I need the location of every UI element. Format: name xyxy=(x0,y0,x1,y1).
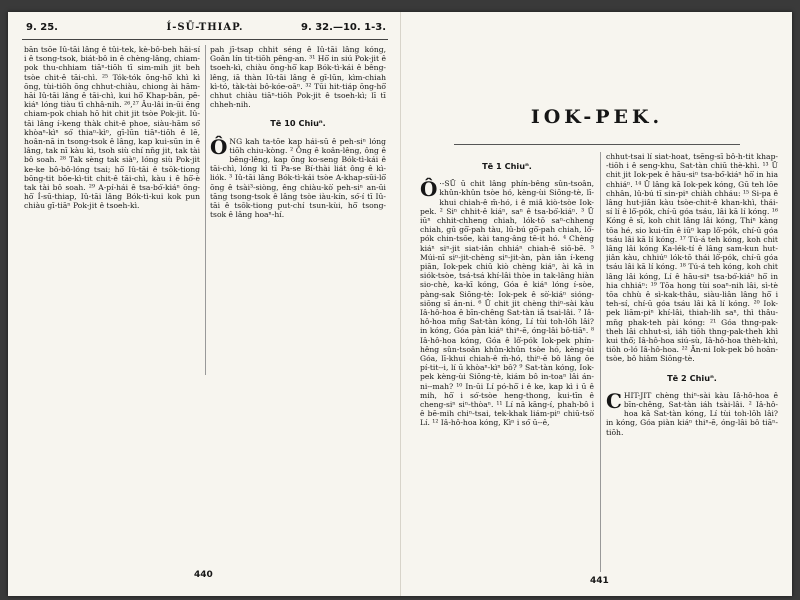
chapter-heading: Tē 2 Chiuⁿ. xyxy=(667,372,717,383)
header-right: 9. 32.—10. 1-3. xyxy=(300,22,386,33)
column-divider xyxy=(600,152,601,572)
page-number: 440 xyxy=(194,570,213,580)
drop-cap: C xyxy=(606,388,622,413)
body-text: C HIT-JIT chèng thiⁿ-sài kàu Iâ-hô-hoa ê bīn-chêng, Sat-tàn iáh tsài-lâi. ² Iâ-hô-hoa kā Sat-tàn kóng, Lí tùi toh-lōh lâi? in kóng, Góa piàn kiáⁿ thiⁿ-ē, óng-lâi bô tiāⁿ-tiōh. xyxy=(606,388,778,437)
body-text: Ô ·-SŪ ū chit lâng phín-bêng sûn-tsoân, khûn-khûn tsòe hó, kèng-ùi Siōng-tè, lī-khui chiah-ê m̄-hó, i ê miâ kiò-tsòe Iok-pek. ² Siⁿ chhit-ê kiáⁿ, saⁿ ê tsa-bó͘-kiáⁿ. ³ Ū iūⁿ chhit-chheng chiah, lók-tō saⁿ-chheng chiah, gū gō͘-pah tàu, lû-bú gō͘-pah chiah, lō͘-pók chin-tsōe, kài tang-âng tē-it hó. ⁴ Chèng kiáⁿ siⁿ-jit siat-iân chhiáⁿ chiah-ê siō-bē. ⁵ Múi-nī siⁿ-jit-chèng siⁿ-jit-àn, pàn iân í-keng piān, Iok-pek chiū kiò chèng kiáⁿ, ài kā in siók-tsòe, tsá-tsá khí-lâi thòe in tak-lâng hiàn sio-chè, ka-kī kóng, Góa ê kiáⁿ lóng í-sòe, pàng-sak Siōng-tè: Iok-pek ê sò͘-kiáⁿ sióng-siōng sī án-ni. ⁶ Ū chit jit chèng thiⁿ-sài kàu Iâ-hô-hoa ê bīn-chêng Sat-tàn iā tsai-lâi. ⁷ Iâ-hô-hoa mn̄g Sat-tàn kóng, Lí tùi toh-lōh lâi? in kóng, Góa pàn kiáⁿ thiⁿ-ē, óng-lâi bô-tiāⁿ. ⁸ Iâ-hô-hoa kóng, Góa ê lô͘-pók Iok-pek phín-hêng sûn-tsoân khûn-khûn tsòe hó, kèng-ùi Góa, lī-khui chiah-ê m̄-hó, thiⁿ-ē bô lâng ōe pí-tit--i, lí ū khòaⁿ-kìⁿ bô? ⁹ Sat-tàn kóng, Iok-pek kèng-ùi Siōng-tè, kiám bô in-toaⁿ lâi án-ni--mah? ¹⁰ In-ūi Lí pó-hō͘ i ê ke, kap kì i ū ê mih, hō͘ i só͘-tsòe heng-thong, kui-tīn ê cheng-siⁿ siⁿ-thòaⁿ. ¹¹ Lí nā kāng-í, phah-bô i ê bē-mih chiⁿ-tsai, tek-khak liám-piⁿ chiū-tsò͘ Lí. ¹² Iâ-hô-hoa kóng, Kìⁿ i só͘ ū--ê, xyxy=(420,177,594,428)
gutter xyxy=(400,12,401,596)
right-page xyxy=(414,12,780,596)
body-text: pah jī-tsap chhit séng ê Iû-tāi lâng kóng, Goân lín tit-tiōh pêng-an. ³¹ Hō͘ in siú Pok-jit ê tsoeh-kì, chiàu ōng-hō͘ kap Bók-tì-kái ê bêng-lêng, iā thàn Iû-tāi lâng ê gī-lūn, kìm-chiah kì-tó, tàk-tài bô-kóe-oāⁿ. ³² Tūi hit-tiáp ōng-hō͘ chhut chiàu tiāⁿ-tiōh Pok-jit ê tsoeh-kì; lī tī chheh-nih. xyxy=(210,45,386,110)
chapter-heading: Tē 1 Chiuⁿ. xyxy=(482,161,532,171)
left-page xyxy=(22,12,388,596)
chapter-heading: Tē 10 Chiuⁿ. xyxy=(270,118,326,129)
header-left: 9. 25. xyxy=(26,22,58,33)
right-column-2 xyxy=(606,152,778,572)
page-number: 441 xyxy=(590,576,609,586)
book-title: IOK-PEK. xyxy=(530,106,664,128)
body-text: Ô NG kah ta-tōe kap hái-sū ê peh-siⁿ lóng tiōh chiu-kòng. ² Ông ê koân-lêng, ông ê bêng-lêng, kap ōng ko-seng Bók-tì-kái ê tāi-chì, lóng kì tī Pa-se Bí-thài liát ông ê kì-liók. ³ Iû-tāi lâng Bók-tì-kái tsòe A-khap-sūi-lō͘ ōng ê tsài³-siòng, êng chiàu-kò͘ peh-siⁿ an-ūi tāng tsong-tsok ê lâng tsòe iàu-kín, só͘-í tī Iû-tāi ê tsōk-tiong put-chí tsun-kùi, hō͘ tsong-tsok ê lâng hoaⁿ-hí. xyxy=(210,134,386,220)
left-column-1 xyxy=(24,45,200,563)
drop-cap: Ô xyxy=(420,177,438,202)
body-text: chhut-tsai lí siat-hoat, tsēng-sī bô-h-tit khap--tiōh i ê seng-khu, Sat-tàn chiū thè-khì. ¹³ Ū chit jit Iok-pek ê hāu-siⁿ tsa-bó͘-kiáⁿ hō͘ in hia chhiáⁿ. ¹⁴ Ū lâng kā Iok-pek kóng, Gū teh lōe chhân, lû-bú tī sin-piⁿ chiàh chháu: ¹⁵ Si-pa ê lâng hut-jiân kàu tsòe-chit-ê khan-khì, thái-sí lí ê lô͘-pók, chí-ū góa tsáu, lâi kā lí kóng. ¹⁶ Kóng ê sī, koh chit lâng lâi kóng, Thiⁿ kàng tōa hé, sio kui-tīn ê iūⁿ kap lô͘-pók, chí-ū góa tsáu lâi kā lí kóng. ¹⁷ Tú-á teh kóng, koh chit lâng lâi kóng Ka-lék-tí ê lâng sam-kun hut-jiân kàu, chhiúⁿ lók-tō thái lô͘-pók, chí-ū góa tsáu lâi kā lí kóng. ¹⁸ Tú-á teh kóng, koh chit lâng lâi kóng, Lí ê hāu-siⁿ tsa-bó͘-kiáⁿ hō͘ in hia chhiáⁿ: ¹⁹ Tōa hong tùi soaⁿ-nih lâi, sì-tè tōa chhù ê sì-kak-thâu, siàu-liân lâng hō͘ i teh-sí, chí-ū góa tsáu lâi kā lí kóng. ²⁰ Iok-pek liām-piⁿ khí-lâi, thiah-lih saⁿ, thì thâu-mn̄g phak-teh pài kóng: ²¹ Góa thng-pak-theh lâi chhut-sì, iáh tiōh thng-pak-theh khì kui thô͘; Iâ-hô-hoa siú-sù, Iâ-hô-hoa thèh-khì, tiōh o-ló Iâ-hô-hoa. ²² Ān-ni Iok-pek bô hoān-tsòe, bô hiâm Siōng-tè. xyxy=(606,152,778,364)
title-rule xyxy=(454,144,740,145)
header-center: Í-SŪ-THIAP. xyxy=(166,22,244,33)
right-column-1 xyxy=(420,152,594,572)
body-text: bān tsōe Iû-tāi lâng ê tûi-tek, kè-bô-beh hāi-sí i ê tsong-tsok, biát-bô in ê chèng-lâng, chiam-pok thu-chhiam tiāⁿ-tiōh tī sim-mih jit beh tsòe chit-ê tāi-chì. ²⁵ Tók-tók ōng-hō͘ khì kì ōng, tùi-tiōh ōng chhut-chiàu, chiong ài hām-hāi Iû-tāi lâng ê tāi-chì, kui hō͘ Khap-bân, pē-kiáⁿ lóng tiàu tī chhâ-nih. ²⁶,²⁷ Âu-lâi in-ūi ēng chiam-pok chiah hō hit chit jit tsòe Pok-jit. Iû-tāi lâng í-keng thàk chit-ê phoe, siàu-hām só͘ khòaⁿ-kìⁿ só͘ thiaⁿ-kìⁿ, gī-lūn tiāⁿ-tiōh ê lē, hoân-nā in tsong-tsok ê lâng, kap kui-sūn in ê lâng, tak nī kàu kì, tsoh siù chí nn̄g jit, tak tài bô soah. ²⁸ Tak sèng tak siàⁿ, lóng siù Pok-jit ke-ke bô-bô-lóng tsai; hō͘ Iû-tāi ê tsōk-tiong bōng-tit bōe-kì-tit chit-ê tāi-chì, kàu i ê hō͘-è tak tài bô soah. ²⁹ A-pí-hái ê tsa-bó͘-kiáⁿ ōng-hō͘ Í-sū-thiap, Iû-tāi lâng Bók-tì-kui kok pun chiàu gī-tiāⁿ Pok-jit ê tsoeh-kì. xyxy=(24,45,200,211)
book-spread xyxy=(8,12,792,596)
left-column-2 xyxy=(210,45,386,563)
drop-cap: Ô xyxy=(210,134,228,159)
running-header xyxy=(22,22,388,36)
column-divider xyxy=(205,45,206,375)
header-rule xyxy=(22,39,388,40)
